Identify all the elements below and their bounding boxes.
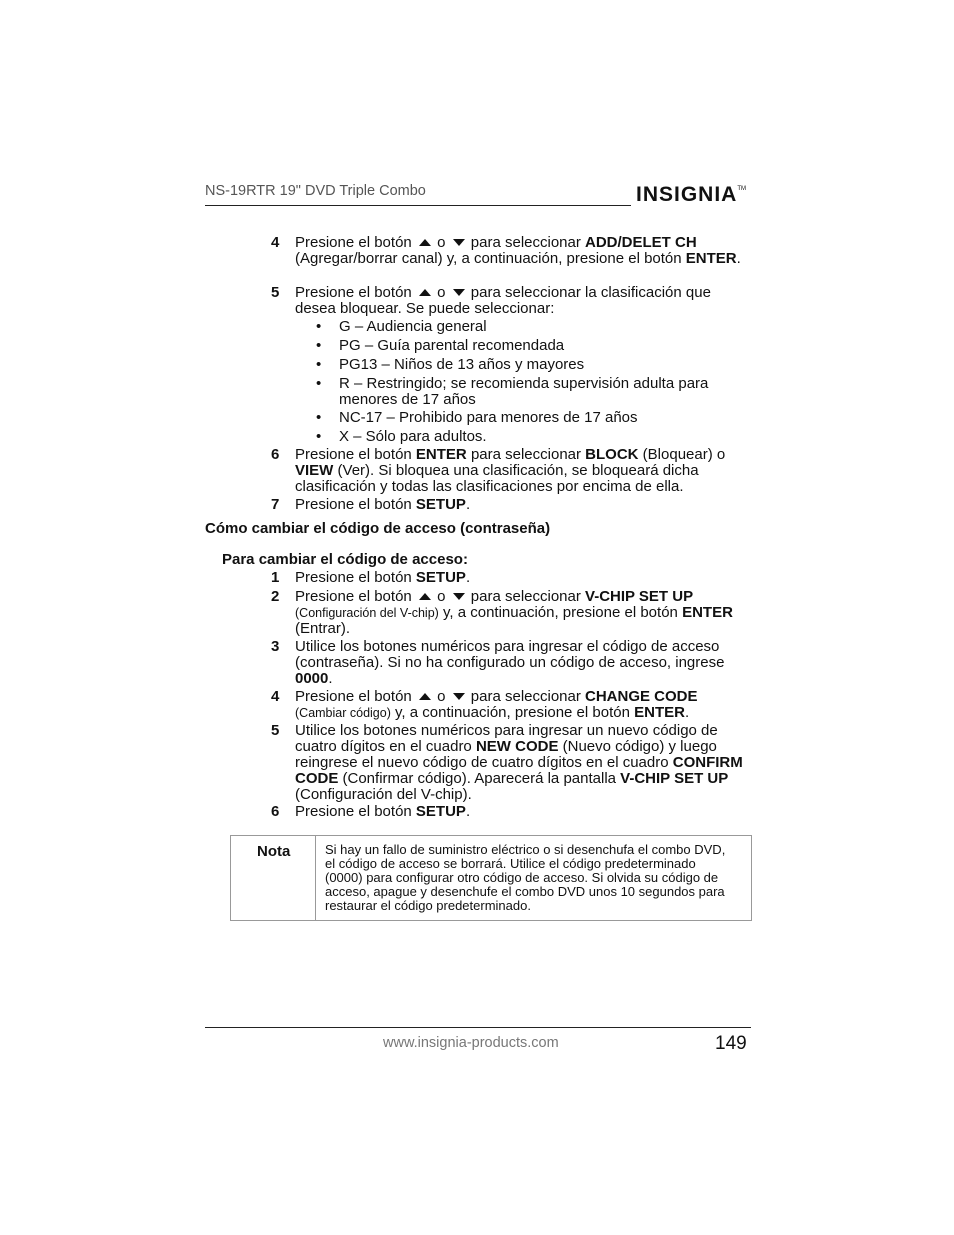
step-number: 3 xyxy=(271,638,280,655)
bullet-icon: • xyxy=(316,428,322,445)
rating-bullet: • G – Audiencia general xyxy=(316,318,487,335)
step-number: 2 xyxy=(271,588,280,605)
logo-trademark: TM xyxy=(737,186,747,192)
step-item: 4 Presione el botón o para seleccionar CHANGE CODE (Cambiar código) y, a continuación, presione el botón ENTER. xyxy=(271,688,698,721)
step-number: 6 xyxy=(271,446,280,463)
up-arrow-icon xyxy=(419,693,431,700)
down-arrow-icon xyxy=(453,593,465,600)
bullet-icon: • xyxy=(316,409,322,426)
rating-bullet: • R – Restringido; se recomienda supervisión adulta para menores de 17 años xyxy=(316,375,709,408)
rating-bullet: • PG13 – Niños de 13 años y mayores xyxy=(316,356,585,373)
note-box xyxy=(230,835,752,921)
down-arrow-icon xyxy=(453,289,465,296)
bullet-icon: • xyxy=(316,375,322,392)
down-arrow-icon xyxy=(453,693,465,700)
note-divider xyxy=(315,836,316,920)
section-heading: Cómo cambiar el código de acceso (contraseña) xyxy=(205,520,551,537)
step-number: 4 xyxy=(271,688,280,705)
document-header-title: NS-19RTR 19" DVD Triple Combo xyxy=(205,183,426,199)
bullet-icon: • xyxy=(316,337,322,354)
step-item: 1 Presione el botón SETUP. xyxy=(271,569,471,586)
rating-bullet: • X – Sólo para adultos. xyxy=(316,428,487,445)
step-number: 1 xyxy=(271,569,280,586)
rating-bullet: • PG – Guía parental recomendada xyxy=(316,337,565,354)
up-arrow-icon xyxy=(419,239,431,246)
note-text: Si hay un fallo de suministro eléctrico o si desenchufa el combo DVD, el código de acceso se borrará. Utilice el código predeterminado (0000) para configurar otro código de acceso. Si olvida su código de acceso, apague y desenchufe el combo DVD unos 10 segundos para restaurar el código predeterminado. xyxy=(325,842,726,913)
bullet-icon: • xyxy=(316,356,322,373)
step-number: 5 xyxy=(271,722,280,739)
step-item: 5 Presione el botón o para seleccionar la clasificación que desea bloquear. Se puede seleccionar: xyxy=(271,284,711,317)
step-item: 2 Presione el botón o para seleccionar V-CHIP SET UP (Configuración del V-chip) y, a continuación, presione el botón ENTER (Entrar). xyxy=(271,588,733,637)
logo-wordmark: INSIGNIA xyxy=(636,183,738,206)
header-rule xyxy=(205,205,631,206)
up-arrow-icon xyxy=(419,593,431,600)
step-number: 7 xyxy=(271,496,280,513)
step-item: 5 Utilice los botones numéricos para ingresar un nuevo código de cuatro dígitos en el cuadro NEW CODE (Nuevo código) y luego reingrese el nuevo código de cuatro dígitos en el cuadro CONFIRM CODE (Confirmar código). Aparecerá la pantalla V-CHIP SET UP (Configuración del V-chip). xyxy=(271,722,743,803)
step-number: 4 xyxy=(271,234,280,251)
rating-bullet: • NC-17 – Prohibido para menores de 17 años xyxy=(316,409,638,426)
down-arrow-icon xyxy=(453,239,465,246)
step-number: 5 xyxy=(271,284,280,301)
page-number: 149 xyxy=(715,1033,747,1054)
step-number: 6 xyxy=(271,803,280,820)
footer-rule xyxy=(205,1027,751,1028)
footer-url: www.insignia-products.com xyxy=(383,1035,559,1051)
step-item: 6 Presione el botón SETUP. xyxy=(271,803,471,820)
step-item: 3 Utilice los botones numéricos para ingresar el código de acceso (contraseña). Si no ha configurado un código de acceso, ingrese 0000. xyxy=(271,638,725,687)
note-label: Nota xyxy=(257,843,291,860)
insignia-logo xyxy=(636,183,746,207)
step-item: 7 Presione el botón SETUP. xyxy=(271,496,471,513)
up-arrow-icon xyxy=(419,289,431,296)
step-item: 6 Presione el botón ENTER para seleccionar BLOCK (Bloquear) o VIEW (Ver). Si bloquea una clasificación, se bloqueará dicha clasificación y todas las clasificaciones por encima de ella. xyxy=(271,446,726,495)
subsection-heading: Para cambiar el código de acceso: xyxy=(222,551,468,568)
step-item: 4 Presione el botón o para seleccionar ADD/DELET CH (Agregar/borrar canal) y, a continuación, presione el botón ENTER. xyxy=(271,234,741,267)
bullet-icon: • xyxy=(316,318,322,335)
